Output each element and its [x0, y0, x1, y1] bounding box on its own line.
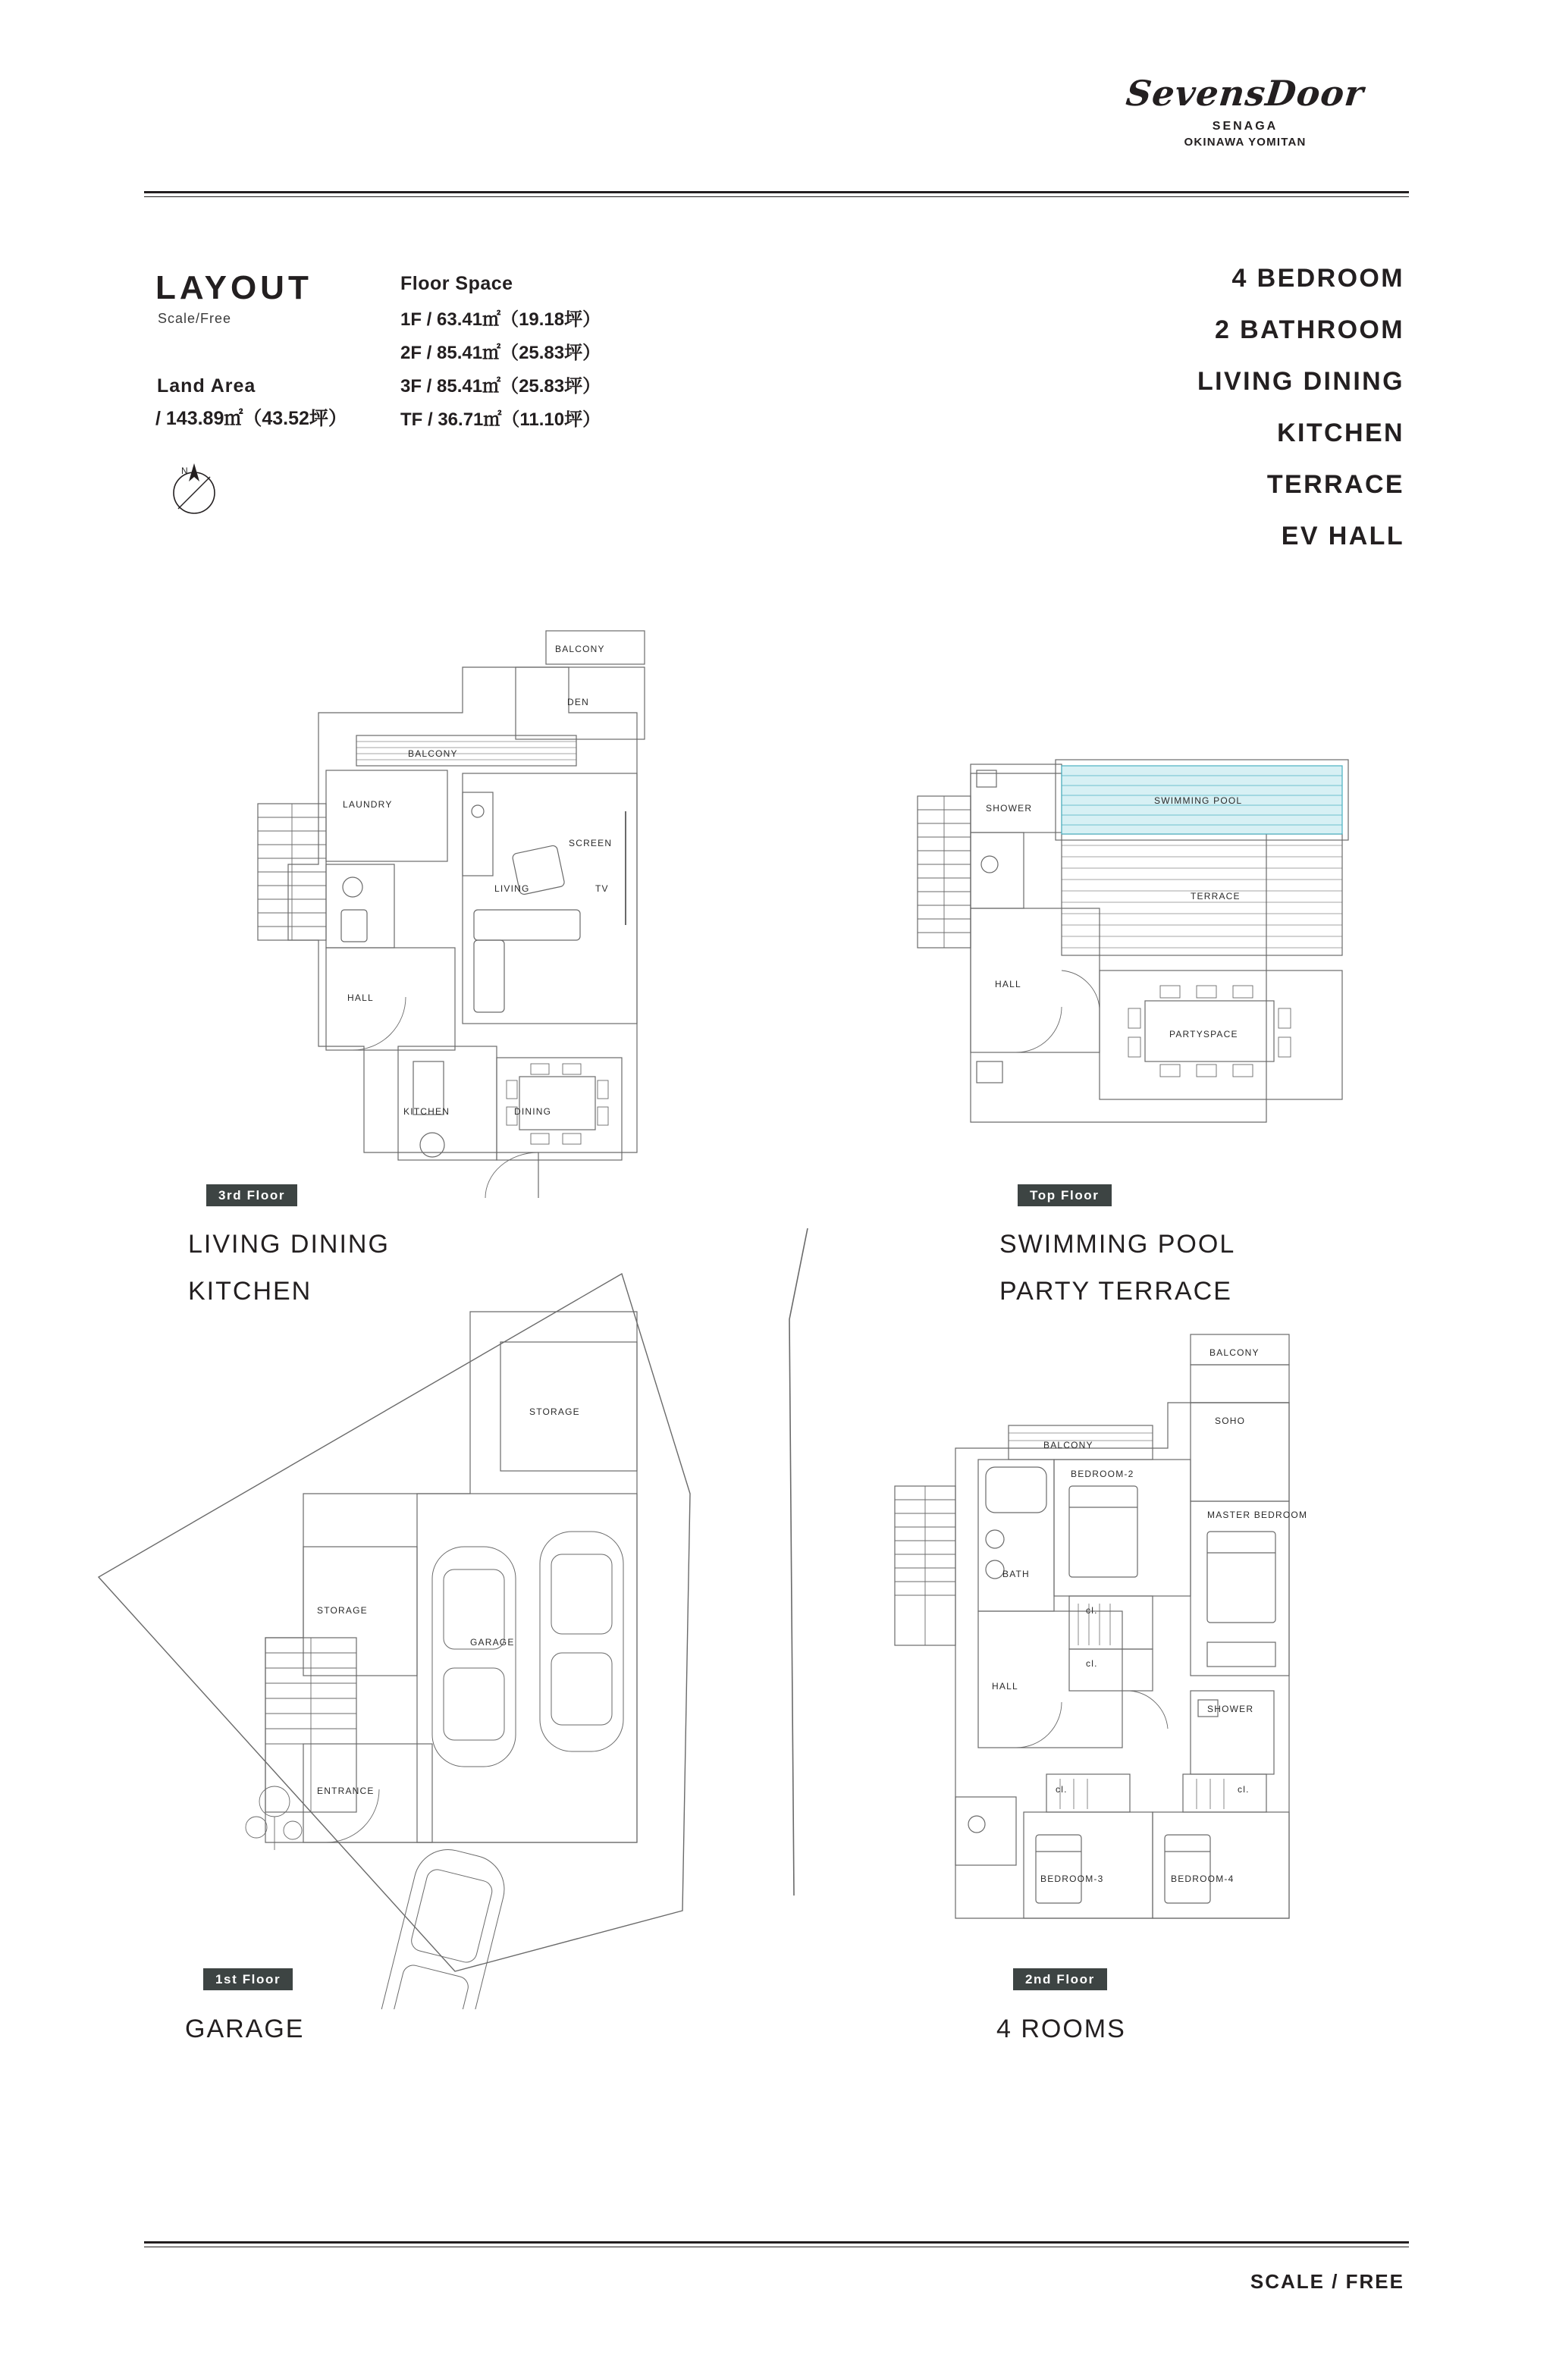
svg-text:N: N [181, 466, 189, 476]
spec-terrace: TERRACE [1266, 470, 1404, 499]
room-label-balcony-2f-top: BALCONY [1209, 1347, 1260, 1358]
floor-space-list [400, 303, 601, 437]
room-label-cl-4: cl. [1238, 1784, 1250, 1795]
room-label-hall-2f: HALL [992, 1681, 1018, 1692]
room-label-terrace: TERRACE [1191, 891, 1241, 902]
plan-top-floor [887, 751, 1388, 1145]
brand-logo [1086, 73, 1404, 149]
section-divider [785, 1228, 823, 1914]
room-label-cl-3: cl. [1056, 1784, 1068, 1795]
room-label-master-bedroom: MASTER BEDROOM [1207, 1510, 1308, 1520]
room-label-balcony: BALCONY [408, 748, 458, 759]
floor-tag-3rd: 3rd Floor [206, 1184, 297, 1206]
footer-scale: SCALE / FREE [1250, 2270, 1404, 2293]
room-label-storage-left: STORAGE [317, 1605, 368, 1616]
room-label-laundry: LAUNDRY [343, 799, 393, 810]
land-area-label: Land Area [157, 375, 256, 397]
floor-caption-2nd [996, 2005, 1126, 2052]
floor-caption-top-line1: SWIMMING POOL [999, 1230, 1236, 1259]
floor-tag-2nd: 2nd Floor [1013, 1968, 1107, 1990]
brand-name: SevensDoor [1124, 73, 1366, 114]
floor-caption-1st-line1: GARAGE [185, 2015, 305, 2043]
room-label-bedroom-2: BEDROOM-2 [1071, 1469, 1134, 1479]
room-label-entrance: ENTRANCE [317, 1786, 375, 1796]
floor-caption-3rd-line2: KITCHEN [188, 1277, 312, 1306]
plan-3rd-floor [212, 622, 728, 1198]
footer-divider [144, 2241, 1409, 2247]
floor-tag-top: Top Floor [1018, 1184, 1112, 1206]
floor-space-3f: 3F / 85.41㎡（25.83坪） [400, 376, 601, 397]
floor-space-label: Floor Space [400, 273, 513, 294]
floor-caption-3rd-line1: LIVING DINING [188, 1230, 390, 1259]
compass-icon [163, 459, 225, 521]
floor-space-tf: TF / 36.71㎡（11.10坪） [400, 409, 601, 430]
room-label-bath: BATH [1002, 1569, 1030, 1579]
room-label-partyspace: PARTYSPACE [1169, 1029, 1238, 1039]
room-label-hall: HALL [347, 992, 374, 1003]
room-label-bedroom-4: BEDROOM-4 [1171, 1874, 1235, 1884]
room-label-den: DEN [567, 697, 589, 707]
spec-kitchen: KITCHEN [1277, 419, 1404, 447]
floor-tag-1st: 1st Floor [203, 1968, 293, 1990]
room-label-cl-1: cl. [1086, 1605, 1098, 1616]
spec-list [1197, 252, 1404, 562]
land-area-value: / 143.89㎡（43.52坪） [155, 408, 347, 429]
scale-note: Scale/Free [158, 311, 232, 326]
floor-space-1f: 1F / 63.41㎡（19.18坪） [400, 309, 601, 330]
room-label-soho: SOHO [1215, 1416, 1246, 1426]
floor-caption-2nd-line1: 4 ROOMS [996, 2015, 1126, 2043]
room-label-shower: SHOWER [986, 803, 1033, 814]
floor-caption-1st [185, 2005, 304, 2052]
room-label-bedroom-3: BEDROOM-3 [1040, 1874, 1104, 1884]
brand-subtitle-senaga: SENAGA [1212, 120, 1278, 133]
floor-space-2f: 2F / 85.41㎡（25.83坪） [400, 343, 601, 363]
spec-bedroom: 4 BEDROOM [1231, 264, 1404, 293]
room-label-living: LIVING [494, 883, 530, 894]
spec-living-dining: LIVING DINING [1197, 367, 1404, 396]
floor-caption-top-line2: PARTY TERRACE [999, 1277, 1232, 1306]
plan-1st-floor [76, 1243, 758, 2009]
room-label-garage: GARAGE [470, 1637, 515, 1648]
room-label-balcony-2f: BALCONY [1043, 1440, 1093, 1450]
room-label-dining: DINING [514, 1106, 552, 1117]
page-title: LAYOUT [155, 269, 312, 306]
room-label-balcony-top: BALCONY [555, 644, 605, 654]
spec-ev-hall: EV HALL [1281, 522, 1404, 550]
room-label-kitchen: KITCHEN [403, 1106, 450, 1117]
room-label-hall-top: HALL [995, 979, 1021, 989]
header-divider [144, 191, 1409, 197]
room-label-screen: SCREEN [569, 838, 613, 848]
plan-2nd-floor [864, 1312, 1410, 1956]
spec-bathroom: 2 BATHROOM [1214, 315, 1404, 344]
room-label-cl-2: cl. [1086, 1658, 1098, 1669]
room-label-tv: TV [595, 883, 609, 894]
room-label-shower-2f: SHOWER [1207, 1704, 1254, 1714]
brand-subtitle-location: OKINAWA YOMITAN [1184, 136, 1307, 149]
room-label-swimming-pool: SWIMMING POOL [1154, 795, 1243, 806]
floor-caption-top [999, 1221, 1235, 1315]
room-label-storage-top: STORAGE [529, 1406, 580, 1417]
